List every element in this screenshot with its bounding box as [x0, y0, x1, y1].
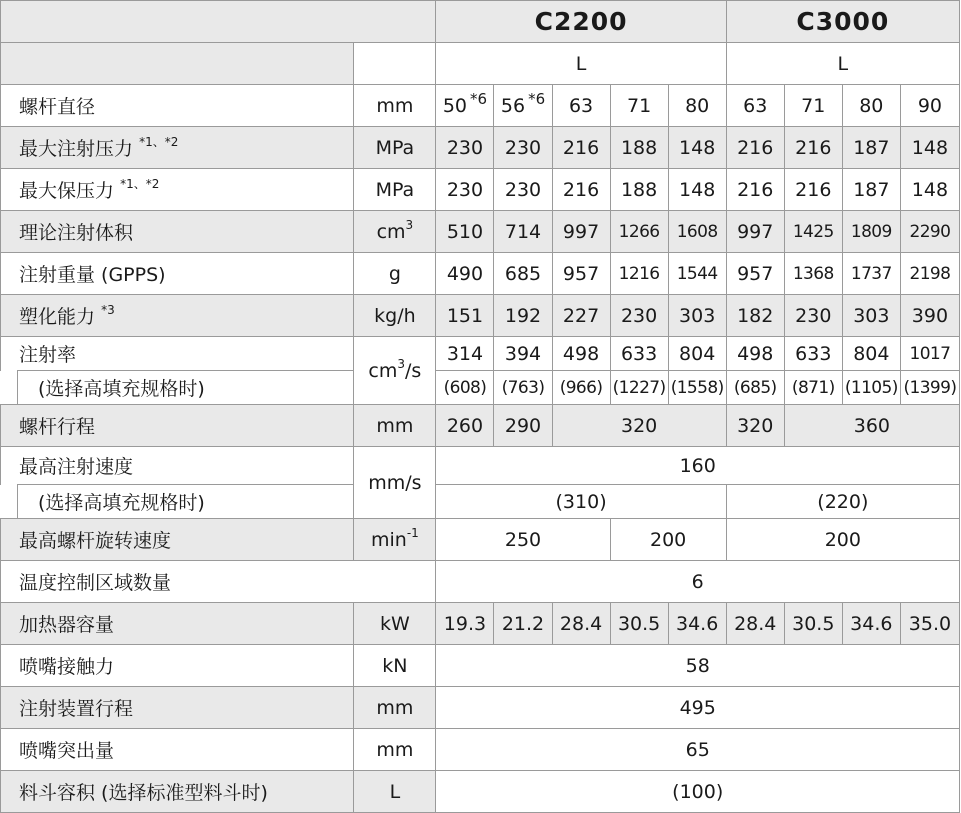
cell: (763) [494, 371, 552, 405]
cell: (871) [784, 371, 842, 405]
cell: (1227) [610, 371, 668, 405]
model-c2200: C2200 [436, 1, 726, 43]
cell: 997 [726, 211, 784, 253]
label-injection-rate-high: (选择高填充规格时) [18, 371, 354, 405]
label-shot-weight: 注射重量 (GPPS) [1, 253, 354, 295]
cell: 957 [726, 253, 784, 295]
unit-max-screw-rotation: $\min^{-1}$ [354, 519, 436, 561]
cell: 80 [668, 85, 726, 127]
row-screw-stroke [1, 405, 960, 447]
unit-max-holding-pressure: MPa [354, 169, 436, 211]
label-max-injection-speed: 最高注射速度 [1, 447, 354, 485]
label-hopper-volume: 料斗容积 (选择标准型料斗时) [1, 771, 354, 813]
cell: 56 $^{*6}$ [494, 85, 552, 127]
label-theoretical-volume: 理论注射体积 [1, 211, 354, 253]
label-screw-stroke: 螺杆行程 [1, 405, 354, 447]
cell: 28.4 [552, 603, 610, 645]
label-nozzle-force: 喷嘴接触力 [1, 645, 354, 687]
cell: 1216 [610, 253, 668, 295]
cell: 957 [552, 253, 610, 295]
cell: 633 [610, 337, 668, 371]
cell: 320 [552, 405, 726, 447]
label-injection-rate: 注射率 [1, 337, 354, 371]
unit-plasticizing: kg/h [354, 295, 436, 337]
cell: 50 $^{*6}$ [436, 85, 494, 127]
cell: 34.6 [668, 603, 726, 645]
label-injection-unit-stroke: 注射装置行程 [1, 687, 354, 729]
row-injection-rate [1, 337, 960, 371]
cell: 80 [842, 85, 900, 127]
row-max-screw-rotation [1, 519, 960, 561]
cell: 260 [436, 405, 494, 447]
header-corner [1, 1, 436, 43]
row-max-holding-pressure [1, 169, 960, 211]
cell: (685) [726, 371, 784, 405]
cell: (1399) [900, 371, 959, 405]
unit-nozzle-protrusion: mm [354, 729, 436, 771]
cell: 390 [900, 295, 959, 337]
cell: 200 [610, 519, 726, 561]
cell: 216 [784, 169, 842, 211]
label-plasticizing: 塑化能力 $^{*3}$ [1, 295, 354, 337]
unit-hopper-volume: L [354, 771, 436, 813]
cell: 30.5 [784, 603, 842, 645]
cell: 1368 [784, 253, 842, 295]
cell: (1558) [668, 371, 726, 405]
label-max-screw-rotation: 最高螺杆旋转速度 [1, 519, 354, 561]
unit-injection-unit-stroke: mm [354, 687, 436, 729]
cell: 1544 [668, 253, 726, 295]
cell: 498 [552, 337, 610, 371]
cell: 34.6 [842, 603, 900, 645]
cell: 633 [784, 337, 842, 371]
cell: 227 [552, 295, 610, 337]
cell: 250 [436, 519, 610, 561]
header-models-row [1, 1, 960, 43]
cell: 230 [494, 127, 552, 169]
label-max-holding-pressure: 最大保压力 $^{*1、*2}$ [1, 169, 354, 211]
cell: 1737 [842, 253, 900, 295]
row-injection-rate-high [1, 371, 960, 405]
cell: 216 [552, 127, 610, 169]
row-temp-zones [1, 561, 960, 603]
label-nozzle-protrusion: 喷嘴突出量 [1, 729, 354, 771]
row-nozzle-force [1, 645, 960, 687]
unit-heater-capacity: kW [354, 603, 436, 645]
cell: 192 [494, 295, 552, 337]
cell: 148 [668, 127, 726, 169]
row-injection-unit-stroke [1, 687, 960, 729]
cell: 290 [494, 405, 552, 447]
screw-type-c2200: L [436, 43, 726, 85]
cell: 320 [726, 405, 784, 447]
cell: 685 [494, 253, 552, 295]
cell: 360 [784, 405, 959, 447]
cell: 230 [494, 169, 552, 211]
header-screw-type-row [1, 43, 960, 85]
cell: 187 [842, 127, 900, 169]
cell: 35.0 [900, 603, 959, 645]
cell: 1608 [668, 211, 726, 253]
cell: 187 [842, 169, 900, 211]
cell: 71 [610, 85, 668, 127]
cell: 188 [610, 127, 668, 169]
cell: (310) [436, 485, 726, 519]
cell: 303 [842, 295, 900, 337]
cell: 160 [436, 447, 960, 485]
cell: 510 [436, 211, 494, 253]
label-max-injection-speed-high: (选择高填充规格时) [18, 485, 354, 519]
cell: 1266 [610, 211, 668, 253]
unit-max-injection-speed: mm/s [354, 447, 436, 519]
indent-spacer [1, 371, 18, 405]
cell: 65 [436, 729, 960, 771]
cell: 1425 [784, 211, 842, 253]
label-heater-capacity: 加热器容量 [1, 603, 354, 645]
row-hopper-volume [1, 771, 960, 813]
cell: 148 [900, 127, 959, 169]
row-theoretical-volume [1, 211, 960, 253]
label-screw-diameter: 螺杆直径 [1, 85, 354, 127]
footnote-mark: *6 [528, 89, 546, 108]
cell: 2198 [900, 253, 959, 295]
cell: 148 [668, 169, 726, 211]
cell: 63 [552, 85, 610, 127]
cell: 58 [436, 645, 960, 687]
cell: 63 [726, 85, 784, 127]
cell: 230 [436, 127, 494, 169]
cell: 216 [552, 169, 610, 211]
cell: 495 [436, 687, 960, 729]
indent-spacer [1, 485, 18, 519]
header-corner-lower [1, 43, 354, 85]
cell: 303 [668, 295, 726, 337]
cell: 30.5 [610, 603, 668, 645]
unit-shot-weight: g [354, 253, 436, 295]
cell: 2290 [900, 211, 959, 253]
row-plasticizing [1, 295, 960, 337]
row-heater-capacity [1, 603, 960, 645]
cell: 804 [842, 337, 900, 371]
cell: 28.4 [726, 603, 784, 645]
cell: 216 [726, 127, 784, 169]
cell: 188 [610, 169, 668, 211]
cell: 230 [436, 169, 494, 211]
cell: 1017 [900, 337, 959, 371]
screw-type-c3000: L [726, 43, 959, 85]
cell: 804 [668, 337, 726, 371]
row-max-injection-speed [1, 447, 960, 485]
footnote-mark: *6 [470, 89, 488, 108]
cell: 182 [726, 295, 784, 337]
unit-theoretical-volume: $cm^3$ [354, 211, 436, 253]
cell: 148 [900, 169, 959, 211]
row-max-injection-speed-high [1, 485, 960, 519]
cell: 71 [784, 85, 842, 127]
cell: 6 [436, 561, 960, 603]
cell: (220) [726, 485, 959, 519]
cell: 230 [610, 295, 668, 337]
cell: 21.2 [494, 603, 552, 645]
cell: (100) [436, 771, 960, 813]
cell: 200 [726, 519, 959, 561]
cell: (608) [436, 371, 494, 405]
cell: 216 [784, 127, 842, 169]
cell: 1809 [842, 211, 900, 253]
row-max-injection-pressure [1, 127, 960, 169]
unit-max-injection-pressure: MPa [354, 127, 436, 169]
unit-screw-diameter: mm [354, 85, 436, 127]
unit-nozzle-force: kN [354, 645, 436, 687]
cell: 151 [436, 295, 494, 337]
cell: 314 [436, 337, 494, 371]
row-nozzle-protrusion [1, 729, 960, 771]
cell: 230 [784, 295, 842, 337]
cell: (1105) [842, 371, 900, 405]
cell: 498 [726, 337, 784, 371]
label-max-injection-pressure: 最大注射压力 $^{*1、*2}$ [1, 127, 354, 169]
cell: 19.3 [436, 603, 494, 645]
row-shot-weight [1, 253, 960, 295]
cell: 90 [900, 85, 959, 127]
label-temp-zones: 温度控制区域数量 [1, 561, 436, 603]
cell: 490 [436, 253, 494, 295]
unit-injection-rate: $cm^3/s$ [354, 337, 436, 405]
row-screw-diameter [1, 85, 960, 127]
cell: 394 [494, 337, 552, 371]
cell: 216 [726, 169, 784, 211]
model-c3000: C3000 [726, 1, 959, 43]
cell: (966) [552, 371, 610, 405]
header-unit-blank [354, 43, 436, 85]
cell: 714 [494, 211, 552, 253]
unit-screw-stroke: mm [354, 405, 436, 447]
cell: 997 [552, 211, 610, 253]
